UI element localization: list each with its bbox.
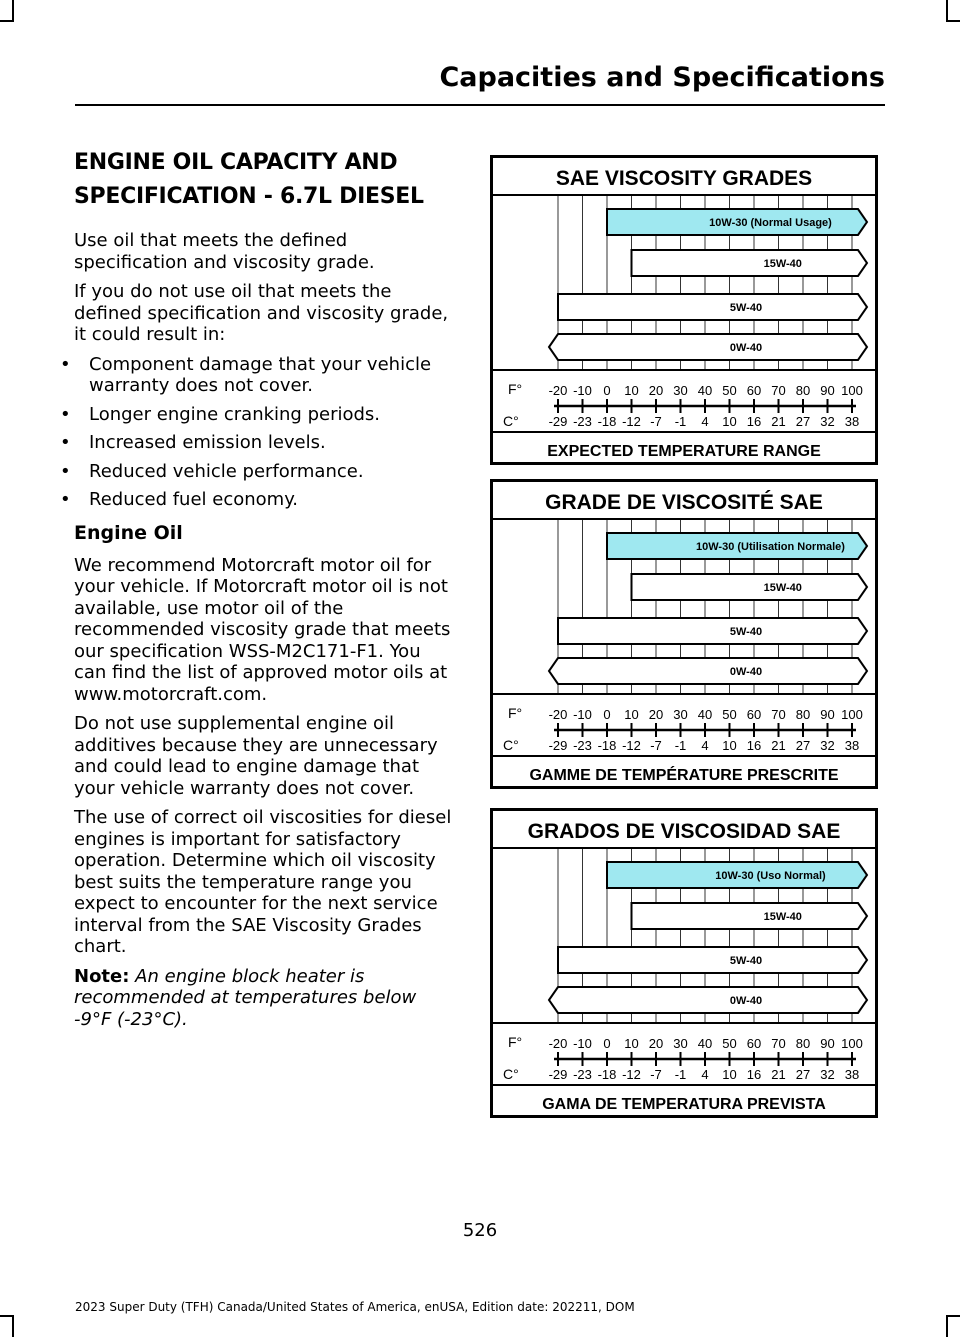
viscosity-bar-label: 10W-30 (Normal Usage) [709,217,832,229]
c-tick-label: -7 [650,738,662,753]
c-tick-label: -23 [573,414,592,429]
viscosity-bar-label: 5W-40 [729,302,763,314]
f-tick-label: 0 [603,707,611,722]
f-tick-label: 80 [795,383,811,398]
bullet-icon: • [60,403,71,425]
c-tick-label: -29 [548,738,568,753]
f-tick-label: -20 [548,1036,568,1051]
crop-mark [946,0,948,20]
paragraph: The use of correct oil viscosities for diesel engines is important for satisfactory operation. Determine which oil viscosity best suits the temperature range you expect to encounter for the next service interval from the SAE Viscosity Grades chart. [74,807,452,957]
viscosity-chart-spanish [490,808,878,1118]
viscosity-bar [549,334,867,360]
f-tick-label: -10 [573,383,592,398]
viscosity-bar-label: 5W-40 [729,626,763,638]
f-tick-label: -20 [548,383,568,398]
section-title [74,146,452,214]
c-tick-label: -1 [674,738,687,753]
section-title-line-1: ENGINE OIL CAPACITY AND [74,150,398,175]
crop-mark [946,1317,948,1337]
c-tick-label: 4 [701,1067,709,1082]
c-tick-label: -29 [548,414,568,429]
f-tick-label: 20 [648,1036,664,1051]
c-tick-label: 32 [820,738,835,753]
c-tick-label: -7 [650,1067,662,1082]
viscosity-chart-english [490,155,878,465]
c-tick-label: -1 [674,414,687,429]
c-tick-label: -18 [597,738,617,753]
f-tick-label: -10 [573,1036,592,1051]
list-item [60,353,452,397]
c-tick-label: -23 [573,738,592,753]
crop-mark [12,1317,14,1337]
viscosity-bar-label: 15W-40 [763,911,802,923]
viscosity-bar-label: 5W-40 [729,955,763,967]
list-item [60,432,452,454]
consequence-list [60,353,452,511]
f-tick-label: 30 [673,383,688,398]
c-tick-label: -18 [597,1067,617,1082]
c-tick-label: 16 [746,738,762,753]
viscosity-chart-french [490,479,878,789]
paragraph: Use oil that meets the defined specification and viscosity grade. [74,230,375,273]
f-tick-label: 70 [771,383,786,398]
chart-title: GRADOS DE VISCOSIDAD SAE [527,820,841,843]
c-tick-label: 38 [844,738,860,753]
page-number: 526 [462,1220,498,1241]
c-tick-label: 21 [771,414,786,429]
paragraph: We recommend Motorcraft motor oil for your vehicle. If Motorcraft motor oil is not available, use motor oil of the recommended viscosity grade that meets our specification WSS-M2C171-F1. You can find the list of approved motor oils at www.motorcraft.com. [74,554,451,705]
c-tick-label: -12 [622,414,641,429]
c-tick-label: 16 [746,1067,762,1082]
c-tick-label: -18 [597,414,617,429]
f-tick-label: 30 [673,1036,688,1051]
crop-mark [946,1315,960,1317]
viscosity-bar-label: 10W-30 (Uso Normal) [715,870,826,882]
c-tick-label: -29 [548,1067,568,1082]
f-axis-label: F° [508,705,523,721]
f-tick-label: 70 [771,1036,786,1051]
viscosity-bar-label: 15W-40 [763,258,802,270]
f-tick-label: 20 [648,383,664,398]
crop-mark [12,0,14,20]
paragraph: If you do not use oil that meets the defined specification and viscosity grade, it could result in: [74,281,449,345]
f-tick-label: 60 [746,383,762,398]
list-item-text: Component damage that your vehicle warranty does not cover. [89,353,432,396]
c-tick-label: 16 [746,414,762,429]
c-tick-label: 27 [795,738,811,753]
f-tick-label: 100 [841,383,863,398]
viscosity-bar-label: 15W-40 [763,582,802,594]
f-tick-label: 10 [624,383,639,398]
c-tick-label: -23 [573,1067,592,1082]
edition-info: 2023 Super Duty (TFH) Canada/United States of America, enUSA, Edition date: 202211, DOM [75,1300,635,1314]
list-item [60,403,452,426]
c-tick-label: -7 [650,414,662,429]
c-tick-label: 21 [771,738,786,753]
c-axis-label: C° [503,1066,519,1082]
c-tick-label: -1 [674,1067,687,1082]
list-item [60,460,452,483]
c-tick-label: 32 [820,414,835,429]
viscosity-bar [632,574,868,600]
page-header-title: Capacities and Specifications [439,62,885,93]
list-item-text: Reduced fuel economy. [89,489,299,510]
c-tick-label: 27 [795,414,811,429]
f-tick-label: 90 [820,1036,835,1051]
c-axis-label: C° [503,413,519,429]
chart-title: GRADE DE VISCOSITÉ SAE [545,491,823,514]
c-tick-label: -12 [622,1067,641,1082]
f-tick-label: 40 [697,1036,713,1051]
f-tick-label: 50 [722,383,737,398]
list-item-text: Reduced vehicle performance. [89,460,364,482]
c-tick-label: 10 [722,738,737,753]
f-tick-label: 20 [648,707,664,722]
f-axis-label: F° [508,1034,523,1050]
list-item-text: Longer engine cranking periods. [89,403,381,425]
chart-xlabel: EXPECTED TEMPERATURE RANGE [547,443,821,460]
crop-mark [0,1315,14,1317]
list-item [60,489,452,511]
f-tick-label: -10 [573,707,592,722]
f-tick-label: 40 [697,383,713,398]
f-tick-label: 60 [746,1036,762,1051]
c-tick-label: 10 [722,414,737,429]
bullet-icon: • [60,460,71,482]
note-label: Note: [74,965,130,987]
f-tick-label: 0 [603,1036,611,1051]
c-tick-label: 32 [820,1067,835,1082]
f-tick-label: 80 [795,1036,811,1051]
f-tick-label: 70 [771,707,786,722]
f-tick-label: 50 [722,1036,737,1051]
crop-mark [946,20,960,22]
chart-xlabel: GAMA DE TEMPERATURA PREVISTA [542,1096,826,1113]
note-text: An engine block heater is recommended at temperatures below -9°F (-23°C). [74,965,417,1030]
viscosity-bar [558,947,867,973]
chart-xlabel: GAMME DE TEMPÉRATURE PRESCRITE [529,767,839,784]
f-tick-label: 0 [603,383,611,398]
bullet-icon: • [60,432,71,453]
viscosity-bar [632,903,868,929]
c-tick-label: 38 [844,414,860,429]
viscosity-bar [549,987,867,1013]
c-tick-label: 21 [771,1067,786,1082]
f-tick-label: 80 [795,707,811,722]
f-tick-label: 90 [820,383,835,398]
f-tick-label: 90 [820,707,835,722]
paragraph: Do not use supplemental engine oil additives because they are unnecessary and could lead to engine damage that your vehicle warranty does not cover. [74,713,438,799]
f-tick-label: 10 [624,707,639,722]
f-tick-label: 100 [841,1036,863,1051]
f-axis-label: F° [508,381,523,397]
section-title-line-2: SPECIFICATION - 6.7L DIESEL [74,184,424,209]
c-tick-label: 4 [701,414,709,429]
f-tick-label: 10 [624,1036,639,1051]
c-tick-label: 27 [795,1067,811,1082]
f-tick-label: 60 [746,707,762,722]
f-tick-label: -20 [548,707,568,722]
viscosity-bar-label: 0W-40 [729,342,763,354]
c-tick-label: 10 [722,1067,737,1082]
viscosity-bar [632,250,868,276]
subheading-engine-oil: Engine Oil [74,521,183,544]
f-tick-label: 50 [722,707,737,722]
f-tick-label: 30 [673,707,688,722]
note [74,966,452,1031]
chart-title: SAE VISCOSITY GRADES [555,167,813,190]
bullet-icon: • [60,489,71,510]
c-axis-label: C° [503,737,519,753]
main-text-column [60,146,452,1038]
viscosity-bar-label: 0W-40 [729,666,763,678]
crop-mark [0,20,14,22]
f-tick-label: 40 [697,707,713,722]
f-tick-label: 100 [841,707,863,722]
viscosity-bar-label: 0W-40 [729,995,763,1007]
c-tick-label: 38 [844,1067,860,1082]
header-divider [75,104,885,106]
c-tick-label: -12 [622,738,641,753]
bullet-icon: • [60,353,71,375]
viscosity-bar [549,658,867,684]
list-item-text: Increased emission levels. [89,432,326,453]
viscosity-bar [558,618,867,644]
viscosity-bar [558,294,867,320]
viscosity-bar-label: 10W-30 (Utilisation Normale) [696,541,845,553]
c-tick-label: 4 [701,738,709,753]
